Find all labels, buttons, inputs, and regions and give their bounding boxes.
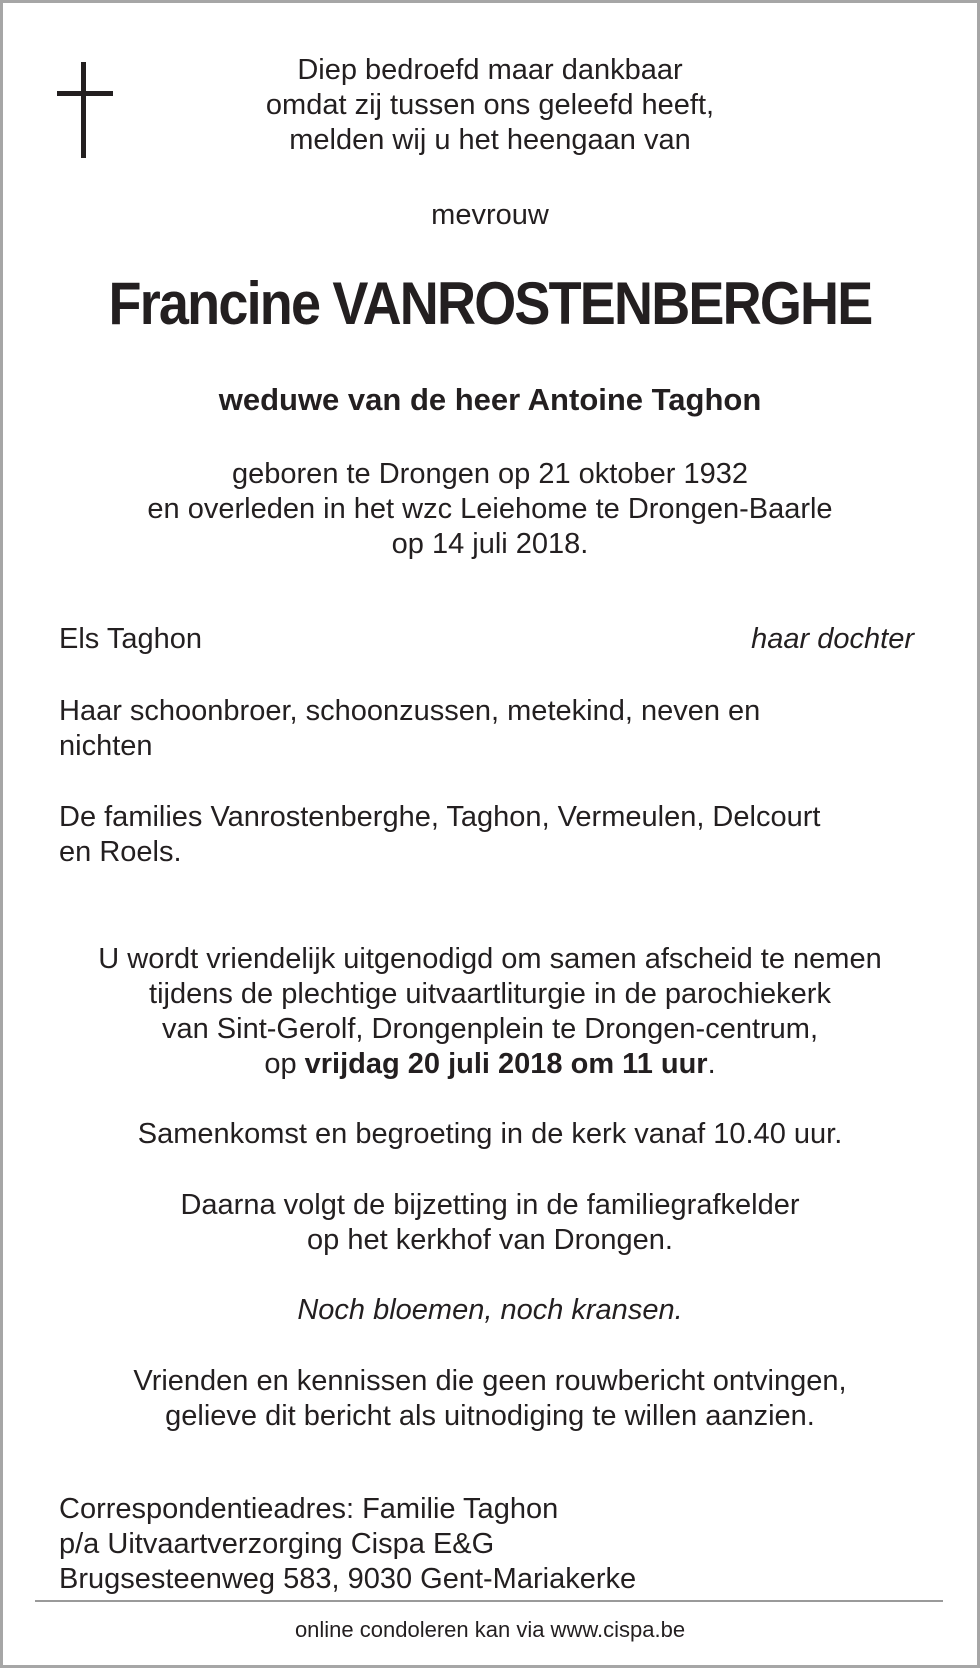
daughter-role: haar dochter <box>751 623 914 655</box>
footer-condolence-link[interactable]: online condoleren kan via www.cispa.be <box>294 1617 686 1642</box>
invitation-line-2: tijdens de plechtige uitvaartliturgie in de parochiekerk <box>149 978 831 1010</box>
families-line-2: en Roels. <box>59 836 182 868</box>
no-flowers-note: Noch bloemen, noch kransen. <box>297 1294 683 1326</box>
title-prefix: mevrouw <box>431 199 549 231</box>
burial-line-1: Daarna volgt de bijzetting in de familiegrafkelder <box>180 1189 800 1221</box>
friends-line-2: gelieve dit bericht als uitnodiging te willen aanzien. <box>165 1400 815 1432</box>
funeral-date: vrijdag 20 juli 2018 om 11 uur <box>304 1048 708 1080</box>
relatives-line-2: nichten <box>59 730 153 762</box>
correspondence-line-1: Correspondentieadres: Familie Taghon <box>59 1493 559 1525</box>
widow-of: weduwe van de heer Antoine Taghon <box>218 382 762 417</box>
relatives-line-1: Haar schoonbroer, schoonzussen, metekind, neven en <box>59 695 761 727</box>
intro-line-3: melden wij u het heengaan van <box>289 124 691 156</box>
correspondence-line-2: p/a Uitvaartverzorging Cispa E&G <box>59 1528 495 1560</box>
correspondence-line-3: Brugsesteenweg 583, 9030 Gent-Mariakerke <box>59 1563 637 1595</box>
daughter-name: Els Taghon <box>59 623 202 655</box>
death-date-line: op 14 juli 2018. <box>391 528 589 560</box>
burial-line-2: op het kerkhof van Drongen. <box>307 1224 673 1256</box>
intro-line-1: Diep bedroefd maar dankbaar <box>297 54 683 86</box>
funeral-date-suffix: . <box>707 1048 716 1080</box>
gathering-note: Samenkomst en begroeting in de kerk vanaf 10.40 uur. <box>137 1118 843 1150</box>
families-line-1: De families Vanrostenberghe, Taghon, Vermeulen, Delcourt <box>59 801 821 833</box>
death-line: en overleden in het wzc Leiehome te Drongen-Baarle <box>147 493 833 525</box>
invitation-line-3: van Sint-Gerolf, Drongenplein te Drongen-centrum, <box>161 1013 819 1045</box>
deceased-name: Francine VANROSTENBERGHE <box>108 270 872 337</box>
friends-line-1: Vrienden en kennissen die geen rouwbericht ontvingen, <box>133 1365 847 1397</box>
birth-line: geboren te Drongen op 21 oktober 1932 <box>232 458 748 490</box>
funeral-date-line <box>0 1047 980 1082</box>
intro-line-2: omdat zij tussen ons geleefd heeft, <box>265 89 715 121</box>
funeral-date-prefix: op <box>264 1048 305 1080</box>
invitation-line-1: U wordt vriendelijk uitgenodigd om samen afscheid te nemen <box>98 943 882 975</box>
footer-divider <box>35 1600 943 1602</box>
